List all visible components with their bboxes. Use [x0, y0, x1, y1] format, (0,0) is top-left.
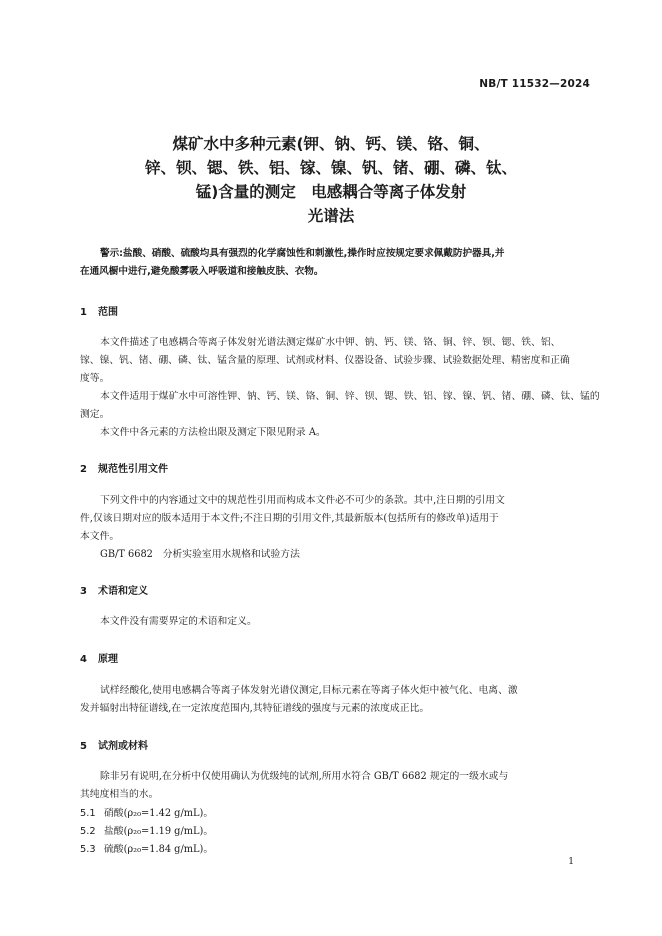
text-line: 件,仅该日期对应的版本适用于本文件;不注日期的引用文件,其最新版本(包括所有的修改单)适用于 — [80, 513, 499, 524]
section-title: 原理 — [98, 654, 118, 665]
section-heading-scope — [80, 303, 118, 318]
document-title — [0, 132, 662, 228]
list-item — [80, 805, 213, 823]
text-line: 本文件中各元素的方法检出限及测定下限见附录 A。 — [100, 427, 326, 438]
item-number: 5.3 — [80, 844, 96, 855]
section-title: 规范性引用文件 — [98, 464, 168, 475]
title-line: 锰)含量的测定 电感耦合等离子体发射 — [195, 183, 467, 201]
item-number: 5.2 — [80, 826, 96, 837]
text-line: 发并辐射出特征谱线,在一定浓度范围内,其特征谱线的强度与元素的浓度成正比。 — [80, 703, 430, 714]
title-line: 煤矿水中多种元素(钾、钠、钙、镁、铬、铜、 — [172, 135, 490, 153]
warning-line: 警示:盐酸、硝酸、硫酸均具有强烈的化学腐蚀性和刺激性,操作时应按规定要求佩戴防护器具,并 — [100, 248, 505, 259]
text-line: 测定。 — [80, 409, 110, 420]
section-number: 4 — [80, 654, 87, 665]
warning-notice — [80, 245, 590, 281]
text-line: 试样经酸化,使用电感耦合等离子体发射光谱仪测定,目标元素在等离子体火炬中被气化、电离、激 — [100, 685, 518, 696]
text-line: 本文件适用于煤矿水中可溶性钾、钠、钙、镁、铬、铜、锌、钡、锶、铁、铝、镓、镍、钒、锗、硼、磷、钛、锰的 — [100, 391, 600, 402]
reagent-list — [80, 805, 213, 859]
reference-entry — [80, 546, 590, 564]
paragraph — [80, 424, 590, 442]
text-line: GB/T 6682 分析实验室用水规格和试验方法 — [100, 549, 300, 560]
paragraph — [80, 768, 590, 804]
section-number: 1 — [80, 307, 87, 318]
text-line: 本文件没有需要界定的术语和定义。 — [100, 616, 257, 627]
list-item — [80, 841, 213, 859]
text-line: 下列文件中的内容通过文中的规范性引用而构成本文件必不可少的条款。其中,注日期的引用文 — [100, 495, 505, 506]
section-number: 3 — [80, 586, 87, 597]
paragraph — [80, 613, 590, 631]
item-text: 硝酸(ρ₂₀=1.42 g/mL)。 — [104, 808, 214, 819]
paragraph — [80, 682, 590, 718]
paragraph — [80, 334, 590, 388]
title-line: 光谱法 — [307, 207, 355, 225]
section-number: 2 — [80, 464, 87, 475]
section-title: 试剂或材料 — [98, 741, 148, 752]
section-heading-normative-references — [80, 460, 168, 475]
section-number: 5 — [80, 741, 87, 752]
text-line: 其纯度相当的水。 — [80, 789, 159, 800]
section-title: 范围 — [98, 307, 118, 318]
section-heading-terms — [80, 582, 148, 597]
paragraph — [80, 388, 600, 424]
standard-code: NB/T 11532—2024 — [479, 78, 590, 90]
section-title: 术语和定义 — [98, 586, 148, 597]
section-heading-principle — [80, 650, 118, 665]
title-line: 锌、钡、锶、铁、铝、镓、镍、钒、锗、硼、磷、钛、 — [144, 159, 517, 177]
item-text: 硫酸(ρ₂₀=1.84 g/mL)。 — [104, 844, 214, 855]
text-line: 镓、镍、钒、锗、硼、磷、钛、锰含量的原理、试剂或材料、仪器设备、试验步骤、试验数据处理、精密度和正确 — [80, 355, 570, 366]
text-line: 本文件描述了电感耦合等离子体发射光谱法测定煤矿水中钾、钠、钙、镁、铬、铜、锌、钡、锶、铁、铝、 — [100, 337, 561, 348]
list-item — [80, 823, 213, 841]
warning-line: 在通风橱中进行,避免酸雾吸入呼吸道和接触皮肤、衣物。 — [80, 266, 324, 277]
item-number: 5.1 — [80, 808, 96, 819]
paragraph — [80, 492, 590, 546]
page-number: 1 — [568, 857, 574, 867]
item-text: 盐酸(ρ₂₀=1.19 g/mL)。 — [104, 826, 214, 837]
section-heading-reagents — [80, 737, 148, 752]
text-line: 本文件。 — [80, 531, 120, 542]
text-line: 度等。 — [80, 373, 110, 384]
text-line: 除非另有说明,在分析中仅使用确认为优级纯的试剂,所用水符合 GB/T 6682 规定的一级水或与 — [100, 771, 509, 782]
